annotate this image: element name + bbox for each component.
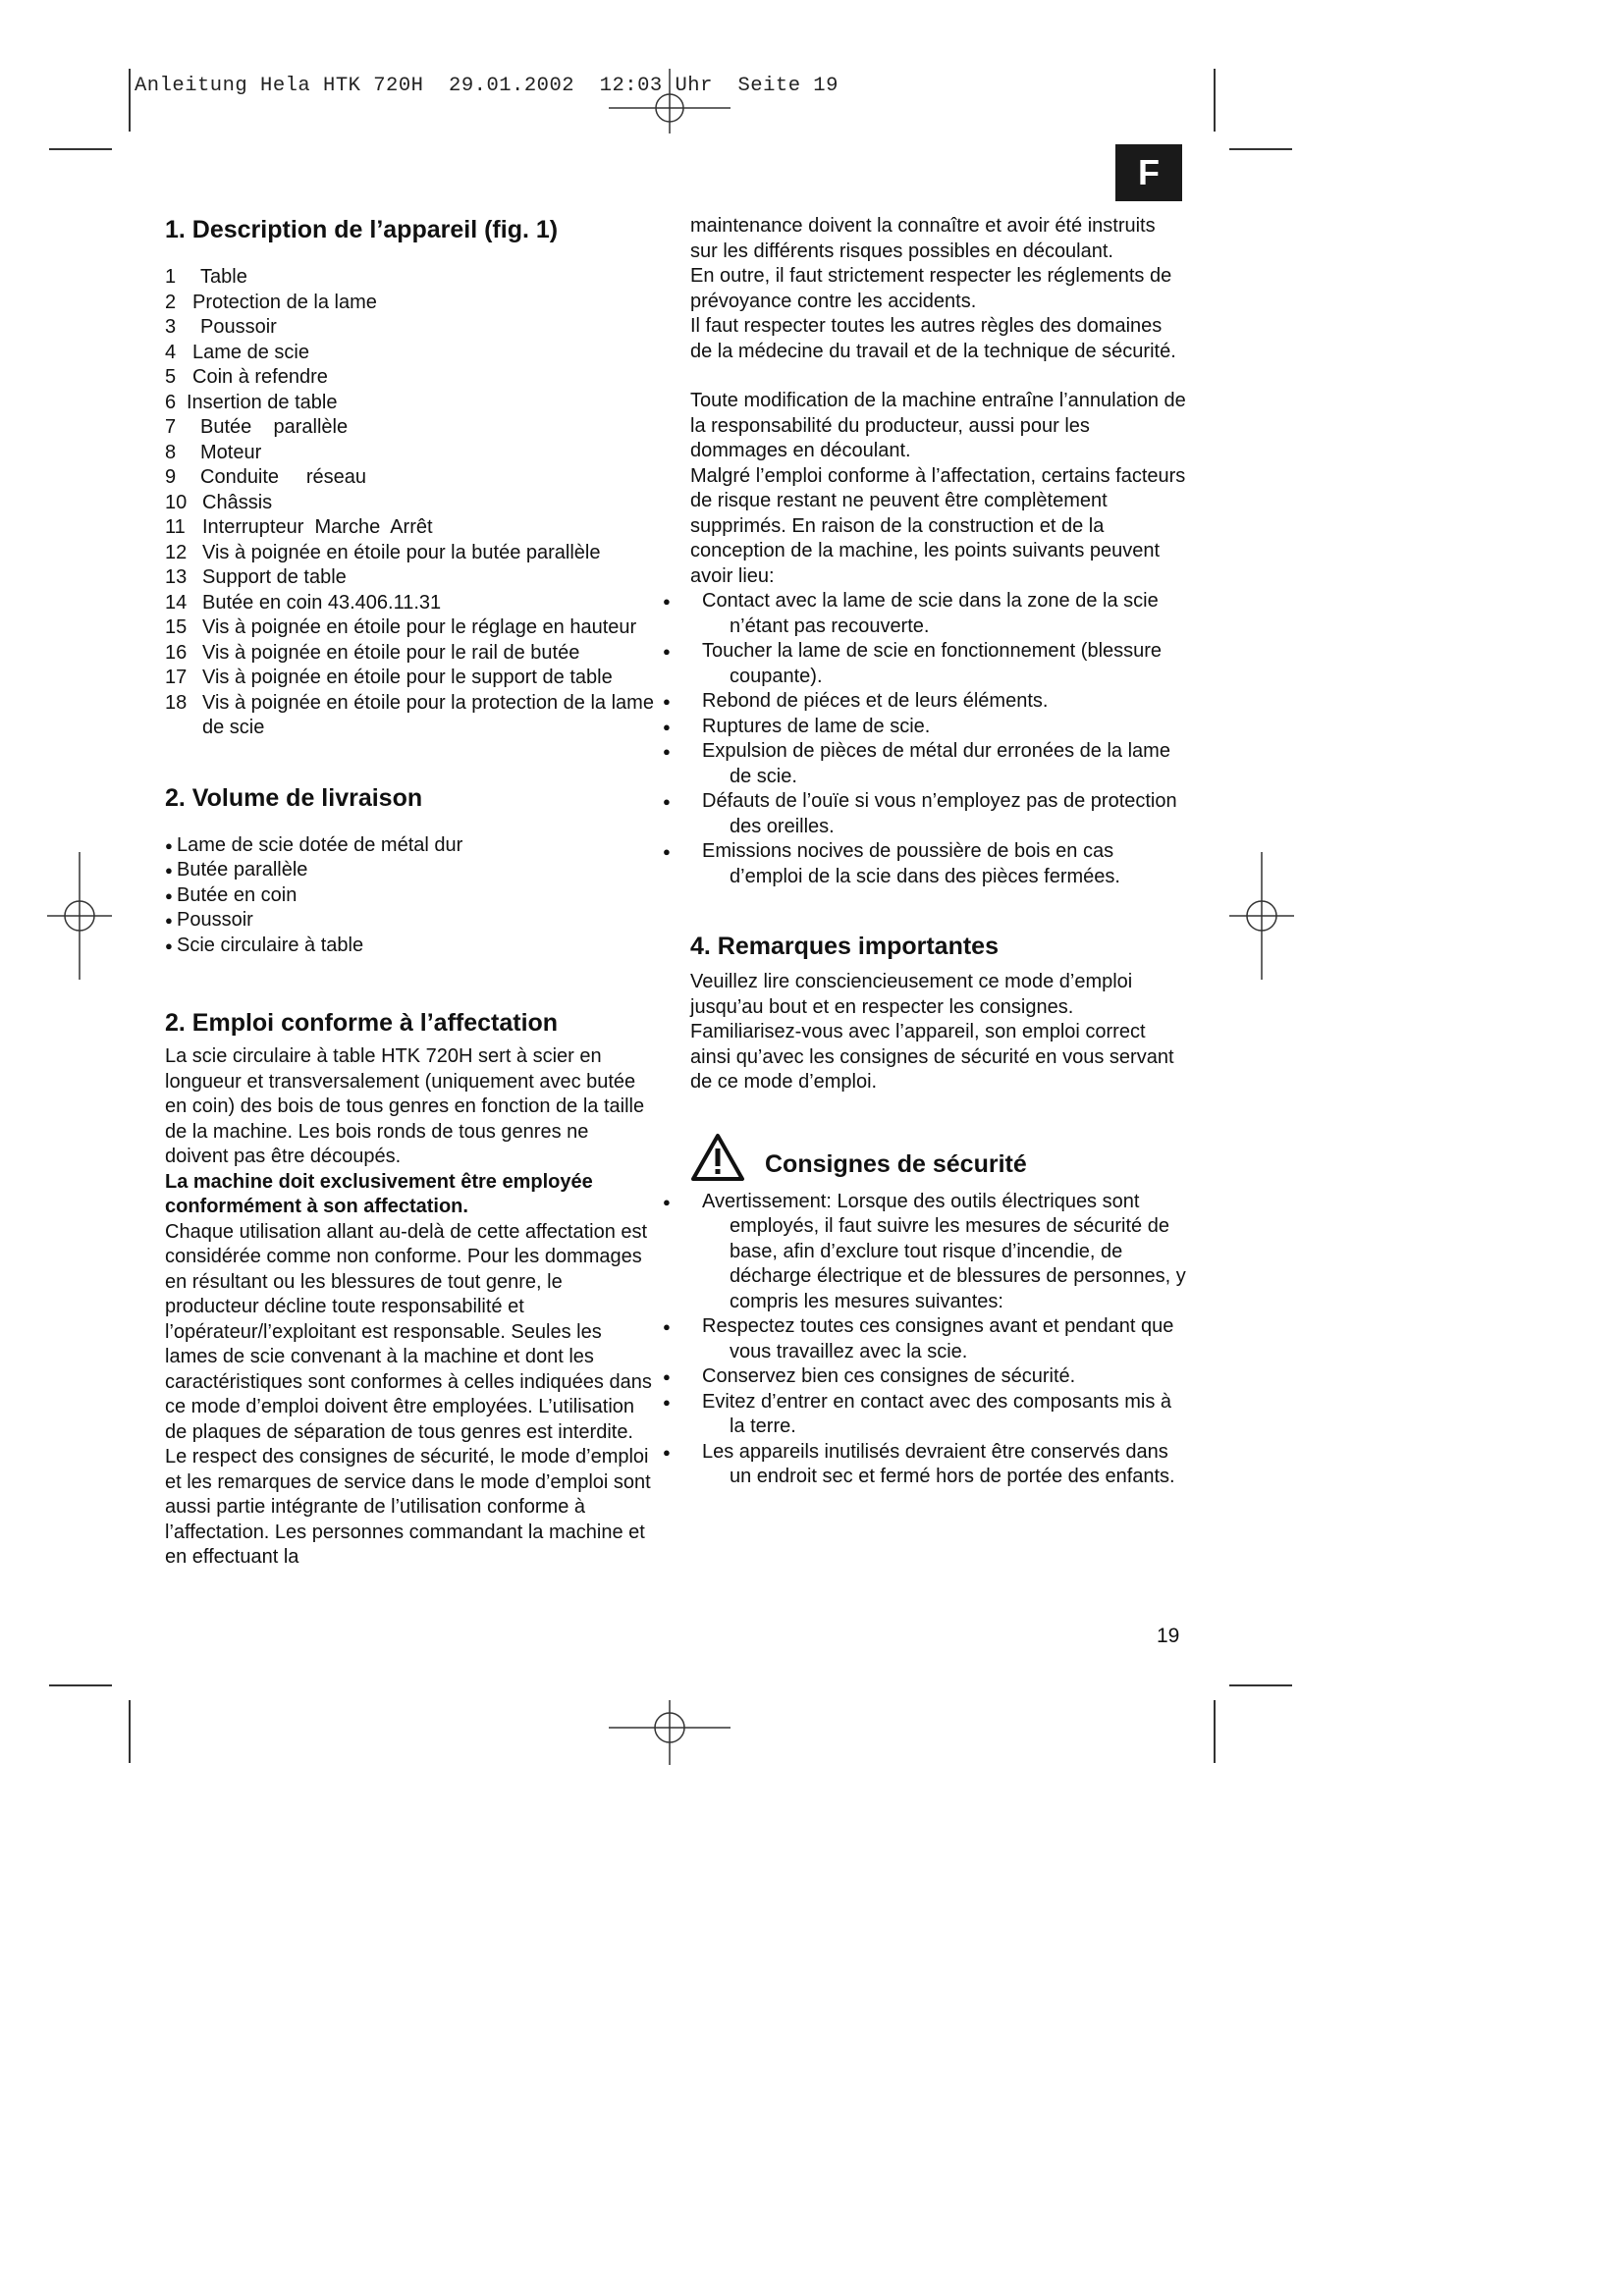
list-item: ● Poussoir: [165, 908, 656, 934]
list-item: 1 Table: [165, 266, 247, 288]
bold-paragraph: La machine doit exclusivement être employée conformément à son affectation.: [165, 1170, 593, 1217]
paragraph: Malgré l’emploi conforme à l’affectation, certains facteurs de risque restant ne peuvent être complètement supprimés. En raison de la construction et de la conception de la machine, les points suivants peuvent avoir lieu:: [690, 464, 1186, 587]
list-item: ● Les appareils inutilisés devraient être conservés dans un endroit sec et fermé hors de portée des enfants.: [690, 1440, 1186, 1490]
list-item: 18 Vis à poignée en étoile pour la protection de la lame de scie: [165, 691, 654, 738]
warning-icon: [690, 1133, 745, 1182]
safety-heading: [690, 1133, 1186, 1182]
list-item: ● Avertissement: Lorsque des outils électriques sont employés, il faut suivre les mesures de sécurité de base, afin d’exclure tout risque d’incendie, de décharge électrique et de blessures de personnes, y compris les mesures suivantes:: [690, 1190, 1186, 1315]
section-title: 2. Volume de livraison: [165, 783, 423, 812]
registration-mark-icon: [47, 852, 112, 980]
paragraph: Il faut respecter toutes les autres règles des domaines de la médecine du travail et de la technique de sécurité.: [690, 315, 1176, 362]
registration-mark-icon: [1229, 852, 1294, 980]
parts-list: [165, 265, 656, 741]
list-item: 6 Insertion de table: [165, 391, 338, 413]
paragraph: Veuillez lire consciencieusement ce mode d’emploi jusqu’au bout et en respecter les consignes.: [690, 971, 1133, 1018]
crop-mark: [129, 69, 131, 132]
list-item: ● Evitez d’entrer en contact avec des composants mis à la terre.: [690, 1390, 1186, 1440]
left-column: [165, 214, 656, 1571]
list-item: 13 Support de table: [165, 566, 347, 588]
section-title: 4. Remarques importantes: [690, 933, 999, 960]
crop-mark: [1229, 148, 1292, 150]
list-item: ● Expulsion de pièces de métal dur erronées de la lame de scie.: [690, 739, 1186, 789]
paragraph: Toute modification de la machine entraîne l’annulation de la responsabilité du producteur, aussi pour les dommages en découlant.: [690, 390, 1186, 461]
list-item: 14 Butée en coin 43.406.11.31: [165, 591, 442, 614]
crop-mark: [1214, 69, 1216, 132]
list-item: 7 Butée parallèle: [165, 416, 349, 438]
paragraph: En outre, il faut strictement respecter les réglements de prévoyance contre les accidents.: [690, 265, 1172, 312]
list-item: 16 Vis à poignée en étoile pour le rail de butée: [165, 641, 580, 664]
list-item: ● Contact avec la lame de scie dans la zone de la scie n’étant pas recouverte.: [690, 589, 1186, 639]
list-item: 10 Châssis: [165, 491, 273, 513]
section-title: Consignes de sécurité: [765, 1149, 1027, 1178]
list-item: 15 Vis à poignée en étoile pour le réglage en hauteur: [165, 616, 637, 638]
list-item: 11 Interrupteur Marche Arrêt: [165, 516, 433, 538]
list-item: 5 Coin à refendre: [165, 366, 328, 388]
list-item: ● Toucher la lame de scie en fonctionnement (blessure coupante).: [690, 639, 1186, 689]
list-item: ● Rebond de piéces et de leurs éléments.: [690, 689, 1186, 715]
list-item: 12 Vis à poignée en étoile pour la butée parallèle: [165, 541, 601, 563]
crop-mark: [49, 148, 112, 150]
list-item: 8 Moteur: [165, 441, 262, 463]
list-item: ● Défauts de l’ouïe si vous n’employez pas de protection des oreilles.: [690, 789, 1186, 839]
print-header: Anleitung Hela HTK 720H 29.01.2002 12:03 Uhr Seite 19: [135, 75, 839, 97]
list-item: 4 Lame de scie: [165, 341, 309, 363]
list-item: ● Lame de scie dotée de métal dur: [165, 833, 656, 859]
page-number: 19: [1157, 1625, 1180, 1647]
list-item: ● Ruptures de lame de scie.: [690, 715, 1186, 740]
paragraph: Familiarisez-vous avec l’appareil, son emploi correct ainsi qu’avec les consignes de sécurité en vous servant de ce mode d’emploi.: [690, 1021, 1174, 1093]
language-tab: F: [1115, 144, 1182, 201]
crop-mark: [1214, 1700, 1216, 1763]
delivery-list: [165, 833, 656, 959]
list-item: ● Respectez toutes ces consignes avant et pendant que vous travaillez avec la scie.: [690, 1314, 1186, 1364]
section-title: 2. Emploi conforme à l’affectation: [165, 1009, 559, 1037]
list-item: 17 Vis à poignée en étoile pour le support de table: [165, 667, 613, 688]
registration-mark-icon: [609, 1700, 731, 1765]
right-column: [690, 214, 1186, 1490]
paragraph: La scie circulaire à table HTK 720H sert à scier en longueur et transversalement (uniquement avec butée en coin) des bois de tous genres en fonction de la taille de la machine. Les bois ronds de tous genres ne doivent pas être découpés.: [165, 1045, 645, 1167]
safety-list: [690, 1190, 1186, 1490]
list-item: ● Butée en coin: [165, 883, 656, 909]
list-item: 3 Poussoir: [165, 316, 277, 338]
risk-list: [690, 589, 1186, 889]
paragraph: Chaque utilisation allant au-delà de cette affectation est considérée comme non conforme. Pour les dommages en résultant ou les blessures de tout genre, le producteur décline toute responsabilité et l’opérateur/l’exploitant est responsable. Seules les lames de scie convenant à la machine et dont les caractéristiques sont conformes à celles indiquées dans ce mode d’emploi doivent être employées. L’utilisation de plaques de séparation de tous genres est interdite. Le respect des consignes de sécurité, le mode d’emploi et les remarques de service dans le mode d’emploi sont aussi partie intégrante de l’utilisation conforme à l’affectation. Les personnes commandant la machine et en effectuant la: [165, 1220, 652, 1568]
list-item: 9 Conduite réseau: [165, 466, 366, 488]
list-item: ● Butée parallèle: [165, 858, 656, 883]
list-item: 2 Protection de la lame: [165, 291, 377, 313]
paragraph: maintenance doivent la connaître et avoir été instruits sur les différents risques possibles en découlant.: [690, 215, 1156, 262]
list-item: ● Scie circulaire à table: [165, 934, 656, 959]
registration-mark-icon: [609, 69, 731, 133]
list-item: ● Conservez bien ces consignes de sécurité.: [690, 1364, 1186, 1390]
crop-mark: [49, 1684, 112, 1686]
crop-mark: [1229, 1684, 1292, 1686]
list-item: ● Emissions nocives de poussière de bois en cas d’emploi de la scie dans des pièces fermées.: [690, 839, 1186, 889]
section-title: 1. Description de l’appareil (fig. 1): [165, 216, 559, 243]
crop-mark: [129, 1700, 131, 1763]
